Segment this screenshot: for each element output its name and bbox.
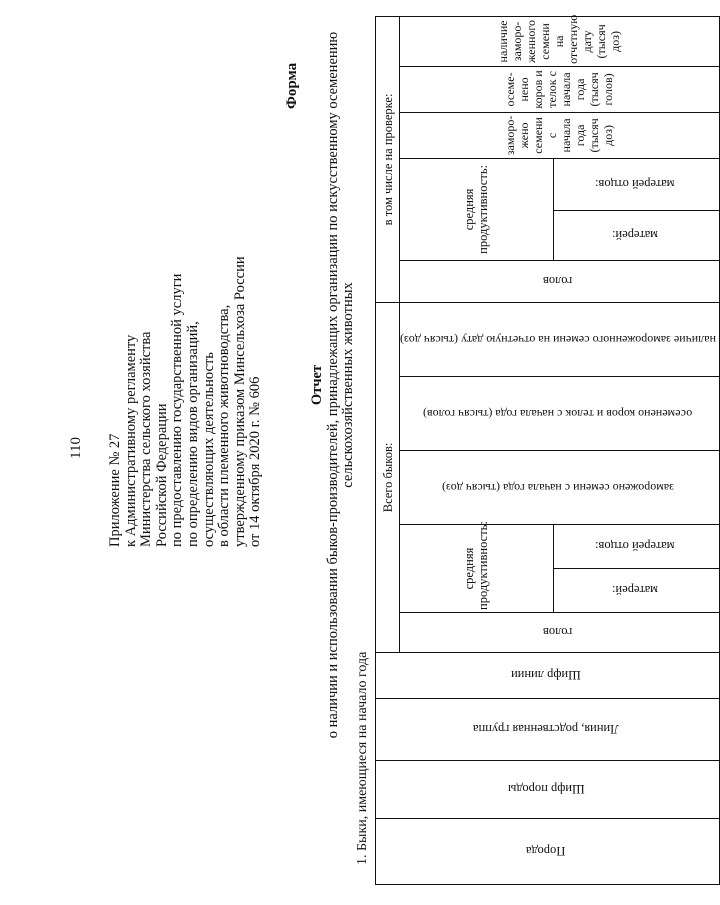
section-heading: 1. Быки, имеющиеся на начало года [355,651,370,865]
header-inseminated-b: осеме- нено коров и телок с начала года (тысяч голов) [400,66,720,112]
header-line: Линия, родственная группа [376,699,720,761]
appendix-line: Приложение № 27 [107,433,123,547]
header-breed-code: Шифр породы [376,761,720,819]
header-frozen-semen-b: заморо- жено семени с начала года (тысяч доз) [400,112,720,158]
header-breed: Порода [376,819,720,885]
header-total-bulls: Всего быков: [376,302,400,652]
bulls-table [375,16,720,885]
appendix-line: утвержденному приказом Минсельхоза России [231,256,248,547]
header-fathers-mothers: матерей отцов: [553,525,719,569]
header-inseminated: осеменено коров и телок с начала года (тысяч голов) [400,377,720,451]
header-line-code: Шифр линии [376,653,720,699]
header-heads-b: голов [400,260,720,302]
appendix-block [108,256,264,547]
header-mothers: матерей: [553,569,719,613]
form-label: Форма [284,62,300,109]
header-avg-productivity: средняя продуктивность: [400,525,554,613]
appendix-line: в области племенного животноводства, [216,304,233,547]
report-title: Отчет [309,364,325,406]
header-frozen-available: наличие замороженного семени на отчетную дату (тысяч доз) [400,302,720,376]
header-frozen-available-b: наличие заморо- женного семени на отчетную дату (тысяч доз) [400,16,720,66]
appendix-line: осуществляющих деятельность [200,352,217,547]
report-subtitle-line1: о наличии и использовании быков-производителей, принадлежащих организации по искусственному осеменению [324,31,341,739]
header-mothers-b: матерей: [553,210,719,260]
header-avg-productivity-b: средняя продуктивность: [400,158,554,260]
page-number: 110 [68,437,84,459]
appendix-line: по определению видов организаций, [184,321,201,547]
appendix-line: Российской Федерации [153,403,170,547]
appendix-line: от 14 октября 2020 г. № 606 [247,376,264,547]
header-fathers-mothers-b: матерей отцов: [553,158,719,210]
report-subtitle-line2: сельскохозяйственных животных [340,282,356,488]
header-heads: голов [400,613,720,653]
header-on-inspection: в том числе на проверке: [376,16,400,302]
appendix-line: по предоставлению государственной услуги [169,273,186,547]
header-frozen-semen: заморожено семени с начала года (тысяч доз) [400,451,720,525]
report-title-block [310,0,357,785]
appendix-line: к Административному регламенту [122,334,139,547]
appendix-line: Министерства сельского хозяйства [138,331,155,547]
